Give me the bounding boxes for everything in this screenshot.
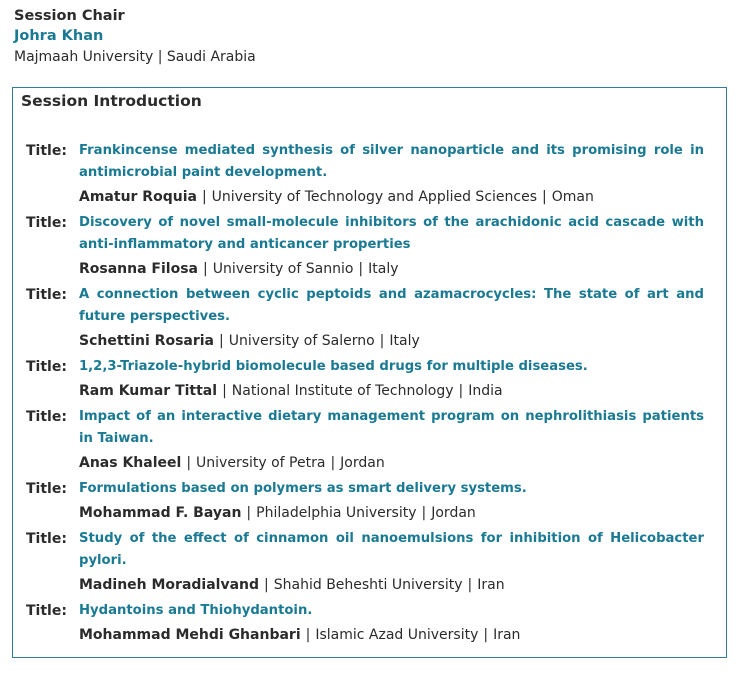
talk-author-name: Mohammad Mehdi Ghanbari: [79, 627, 301, 643]
talk-author-line: [79, 574, 704, 596]
talk-list: [13, 140, 726, 650]
talk-country: Iran: [493, 627, 521, 643]
talk-country: Jordan: [340, 455, 385, 471]
separator: |: [246, 505, 252, 521]
separator: |: [379, 333, 385, 349]
talk-title: Hydantoins and Thiohydantoin.: [79, 603, 313, 618]
talk-item: [13, 478, 726, 524]
session-chair-block: [14, 6, 256, 68]
talk-author-name: Schettini Rosaria: [79, 333, 214, 349]
talk-country: Iran: [477, 577, 505, 593]
talk-item: [13, 528, 726, 596]
separator: |: [201, 189, 207, 205]
talk-author-name: Madineh Moradialvand: [79, 577, 260, 593]
session-introduction-box: [12, 87, 727, 658]
talk-title: Impact of an interactive dietary management program on nephrolithiasis patients in Taiwan.: [79, 409, 704, 446]
session-chair-affiliation: Majmaah University | Saudi Arabia: [14, 49, 256, 65]
talk-institution: Shahid Beheshti University: [273, 577, 463, 593]
session-introduction-heading: Session Introduction: [21, 92, 202, 110]
talk-author-name: Anas Khaleel: [79, 455, 182, 471]
talk-author-line: [79, 452, 704, 474]
talk-item: [13, 356, 726, 402]
talk-institution: Islamic Azad University: [315, 627, 479, 643]
talk-institution: University of Petra: [196, 455, 326, 471]
talk-title: Frankincense mediated synthesis of silver nanoparticle and its promising role in antimicrobial paint development.: [79, 143, 704, 180]
separator: |: [203, 261, 208, 277]
separator: |: [467, 577, 473, 593]
talk-title: Discovery of novel small-molecule inhibitors of the arachidonic acid cascade with anti-inflammatory and anticancer properties: [79, 215, 704, 252]
title-label: Title:: [26, 481, 67, 497]
talk-institution: University of Sannio: [212, 261, 354, 277]
talk-author-line: [79, 502, 704, 524]
talk-institution: National Institute of Technology: [231, 383, 454, 399]
separator: |: [542, 189, 547, 205]
talk-institution: Philadelphia University: [256, 505, 417, 521]
talk-author-line: [79, 330, 704, 352]
talk-author-line: [79, 380, 704, 402]
talk-item: [13, 212, 726, 280]
title-label: Title:: [26, 143, 67, 159]
talk-author-name: Amatur Roquia: [79, 189, 197, 205]
title-label: Title:: [26, 409, 67, 425]
talk-title: Formulations based on polymers as smart delivery systems.: [79, 481, 527, 496]
separator: |: [222, 383, 227, 399]
talk-country: Italy: [368, 261, 399, 277]
talk-country: Oman: [551, 189, 594, 205]
title-label: Title:: [26, 359, 67, 375]
separator: |: [358, 261, 364, 277]
talk-title: Study of the effect of cinnamon oil nanoemulsions for inhibition of Helicobacter pylori.: [79, 531, 704, 568]
talk-title: 1,2,3-Triazole-hybrid biomolecule based drugs for multiple diseases.: [79, 359, 588, 374]
talk-country: Jordan: [431, 505, 476, 521]
separator: |: [219, 333, 224, 349]
session-chair-heading: Session Chair: [14, 8, 125, 24]
separator: |: [264, 577, 269, 593]
talk-item: [13, 406, 726, 474]
talk-item: [13, 140, 726, 208]
title-label: Title:: [26, 215, 67, 231]
separator: |: [305, 627, 311, 643]
title-label: Title:: [26, 603, 67, 619]
talk-institution: University of Salerno: [228, 333, 375, 349]
talk-author-line: [79, 186, 704, 208]
talk-author-name: Mohammad F. Bayan: [79, 505, 242, 521]
separator: |: [186, 455, 192, 471]
talk-country: Italy: [389, 333, 420, 349]
talk-country: India: [468, 383, 503, 399]
separator: |: [458, 383, 464, 399]
talk-institution: University of Technology and Applied Sciences: [211, 189, 537, 205]
session-chair-name: Johra Khan: [14, 28, 104, 44]
separator: |: [421, 505, 427, 521]
separator: |: [483, 627, 489, 643]
title-label: Title:: [26, 287, 67, 303]
talk-author-line: [79, 258, 704, 280]
title-label: Title:: [26, 531, 67, 547]
talk-item: [13, 600, 726, 646]
separator: |: [330, 455, 336, 471]
talk-item: [13, 284, 726, 352]
talk-author-line: [79, 624, 704, 646]
talk-author-name: Rosanna Filosa: [79, 261, 198, 277]
talk-author-name: Ram Kumar Tittal: [79, 383, 218, 399]
talk-title: A connection between cyclic peptoids and azamacrocycles: The state of art and future perspectives.: [79, 287, 704, 324]
